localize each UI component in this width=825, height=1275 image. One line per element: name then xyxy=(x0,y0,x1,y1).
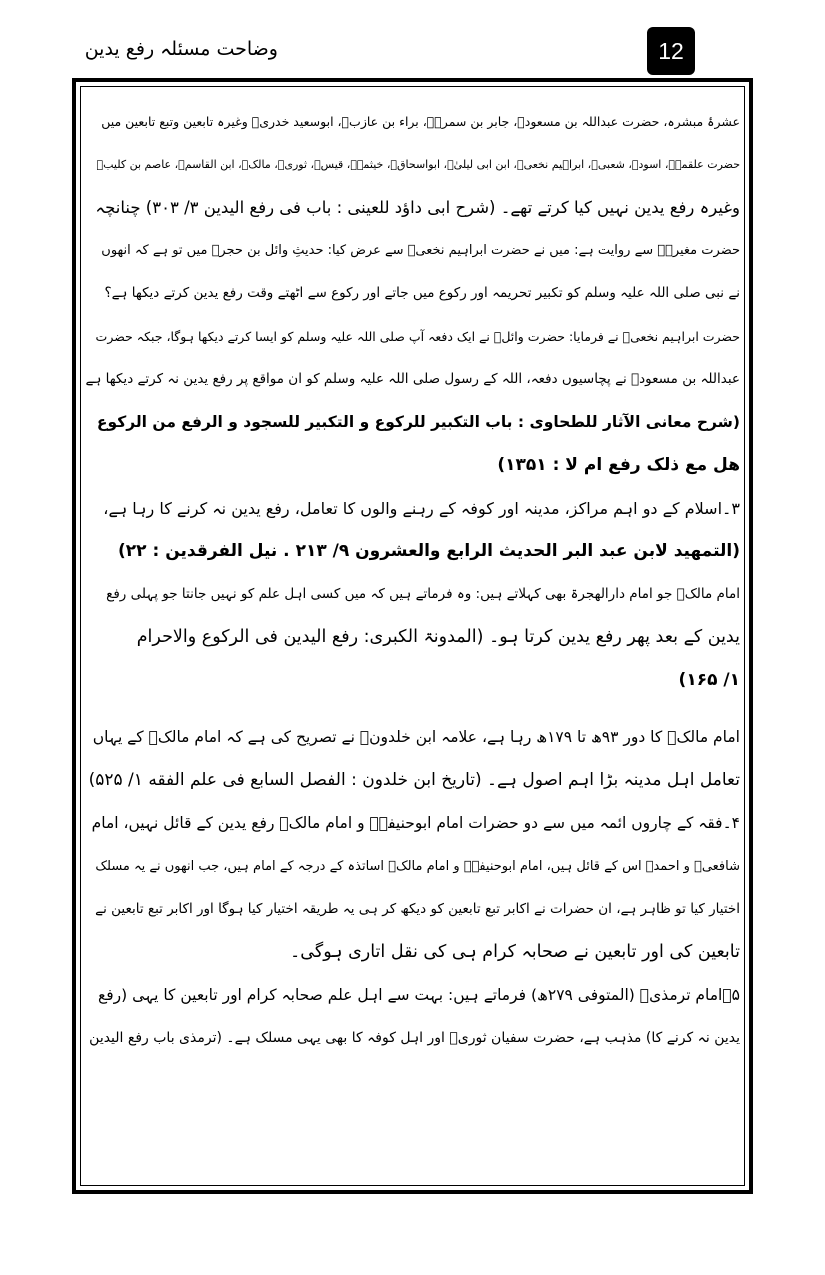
body-line: شافعیؒ و احمدؒ اس کے قائل ہیں، امام ابوحنیفہؒ و امام مالکؒ اساتذہ کے درجہ کے امام ہیں، جب انھوں نے یہ مسلک xyxy=(95,859,740,874)
body-line: حضرت علقمہؒ، اسودؒ، شعبیؒ، ابراہیم نخعیؒ، ابن ابی لیلیٰؒ، ابواسحاقؒ، خیثمہؒ، قیسؒ، ثوریؒ، مالکؒ، ابن القاسمؒ، عاصم بن کلیبؒ xyxy=(96,158,740,171)
body-line: حضرت مغیرہؒ سے روایت ہے: میں نے حضرت ابراہیم نخعیؒ سے عرض کیا: حدیثِ وائل بن حجرؓ میں تو ہے کہ انھوں xyxy=(101,243,740,258)
body-line: اختیار کیا تو ظاہر ہے، ان حضرات نے اکابر تبع تابعین کو دیکھ کر ہی یہ طریقہ اختیار کیا ہوگا اور اکابر تبع تابعین نے xyxy=(95,901,740,917)
body-line: تابعین کی اور تابعین نے صحابہ کرام ہی کی نقل اتاری ہوگی۔ xyxy=(290,942,740,962)
citation-line: ۱/ ۱۶۵) xyxy=(678,670,740,690)
body-line: یدین کے بعد پھر رفع یدین کرتا ہو۔ (المدونۃ الکبری: رفع الیدین فی الرکوع والاحرام xyxy=(136,627,740,647)
body-line: امام مالکؒ جو امام دارالھجرۃ بھی کہلاتے ہیں: وہ فرماتے ہیں کہ میں کسی اہل علم کو نہیں جانتا جو پہلی رفع xyxy=(106,586,740,602)
body-line: وغیرہ رفع یدین نہیں کیا کرتے تھے۔ (شرح ابی داؤد للعینی : باب فی رفع الیدین ۳/ ۳۰۳) چنانچہ xyxy=(95,198,740,217)
body-line: حضرت ابراہیم نخعیؒ نے فرمایا: حضرت وائلؓ نے ایک دفعہ آپ صلی اللہ علیہ وسلم کو ایسا کرتے دیکھا ہوگا، جبکہ حضرت xyxy=(95,329,740,344)
citation-line: (التمهید لابن عبد البر الحدیث الرابع والعشرون ۹/ ۲۱۳ . نیل الفرقدین : ۲۲) xyxy=(118,541,740,561)
body-line: عشرۂ مبشرہ، حضرت عبداللہ بن مسعودؓ، جابر بن سمرۃؓ، براء بن عازبؓ، ابوسعید خدریؓ وغیرہ تابعین وتبع تابعین میں xyxy=(101,114,740,129)
body-line: ۳۔اسلام کے دو اہم مراکز، مدینہ اور کوفہ کے رہنے والوں کا تعامل، رفع یدین نہ کرنے کا رہا ہے، xyxy=(103,499,740,518)
body-line: یدین نہ کرنے کا) مذہب ہے، حضرت سفیان ثوریؒ اور اہل کوفہ کا بھی یہی مسلک ہے۔ (ترمذی باب رفع الیدین xyxy=(89,1030,740,1046)
body-line: عبداللہ بن مسعودؓ نے پچاسیوں دفعہ، اللہ کے رسول صلی اللہ علیہ وسلم کو ان مواقع پر رفع یدین نہ کرتے دیکھا ہے xyxy=(86,371,740,387)
citation-line: (شرح معانی الآثار للطحاوی : باب التکبیر للرکوع و التکبیر للسجود و الرفع من الرکوع xyxy=(96,413,740,431)
page-body xyxy=(86,100,740,1180)
citation-line: ھل مع ذلک رفع ام لا : ۱۳۵۱) xyxy=(497,455,740,475)
body-line: تعامل اہل مدینہ بڑا اہم اصول ہے۔ (تاریخ ابن خلدون : الفصل السابع فی علم الفقه ۱/ ۵۲۵) xyxy=(88,770,740,790)
body-line: امام مالکؒ کا دور ۹۳ھ تا ۱۷۹ھ رہا ہے، علامہ ابن خلدونؒ نے تصریح کی ہے کہ امام مالکؒ کے یہاں xyxy=(92,728,740,746)
body-line: نے نبی صلی اللہ علیہ وسلم کو تکبیر تحریمہ اور رکوع میں جاتے اور رکوع سے اٹھتے وقت رفع یدین کرتے دیکھا ہے؟ xyxy=(104,285,740,301)
running-title: وضاحت مسئلہ رفع یدین xyxy=(84,38,278,60)
paragraph-gap xyxy=(86,702,740,716)
body-line: ۴۔فقہ کے چاروں ائمہ میں سے دو حضرات امام ابوحنیفہؒ و امام مالکؒ رفع یدین کے قائل نہیں، امام xyxy=(91,814,740,832)
page-number-badge: 12 xyxy=(647,27,695,75)
body-line: ۵۔امام ترمذیؒ (المتوفی ۲۷۹ھ) فرماتے ہیں: بہت سے اہل علم صحابہ کرام اور تابعین کا یہی (رفع xyxy=(97,986,740,1004)
